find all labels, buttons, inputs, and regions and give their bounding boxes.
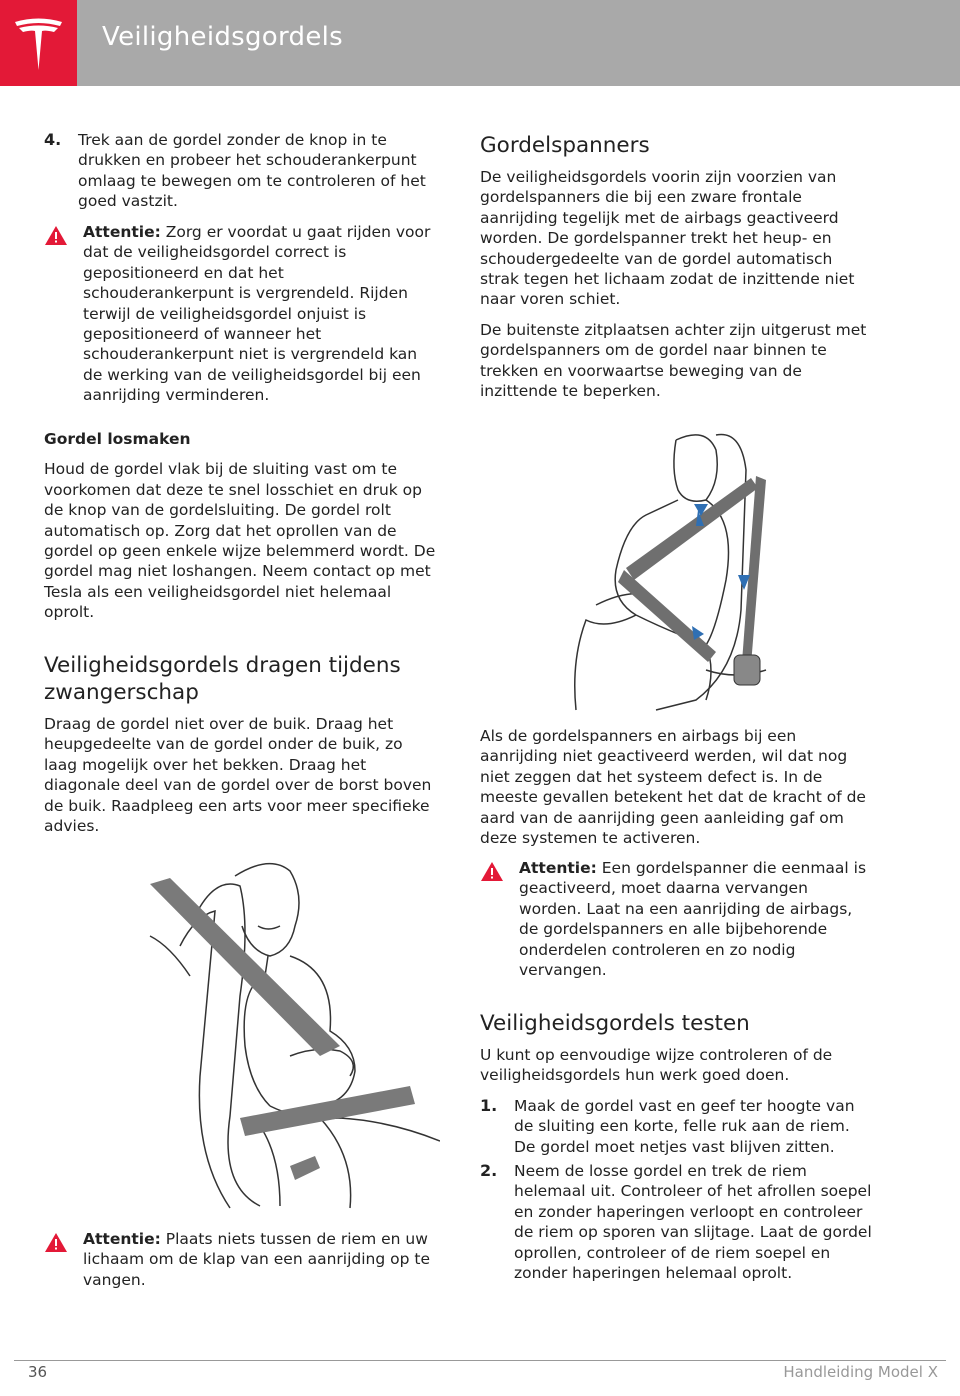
step-number: 2. <box>480 1161 498 1181</box>
note-text: Een gordelspanner die eenmaal is geactiveerd, moet daarna vervangen worden. Laat na een aanrijding de airbags, de gordelspanners en alle bijbehorende onderdelen controleren en zo nodig vervangen. <box>519 859 867 980</box>
pregnancy-section <box>44 652 438 836</box>
page-number: 36 <box>28 1363 48 1381</box>
pregnancy-text: Draag de gordel niet over de buik. Draag het heupgedeelte van de gordel onder de buik, zo laag mogelijk over het bekken. Draag het diagonale deel van de gordel over de borst boven de buik. Raadpleeg een arts voor meer specifieke advies. <box>44 715 432 836</box>
testing-step-2 <box>480 1161 874 1283</box>
step-number: 4. <box>44 130 62 149</box>
page-header <box>0 0 960 86</box>
warning-icon <box>44 225 68 246</box>
tesla-logo-icon <box>13 16 64 72</box>
warning-icon <box>44 1232 68 1253</box>
pretensioners-p3: Als de gordelspanners en airbags bij een aanrijding niet geactiveerd werden, wil dat nog niet zeggen dat het systeem defect is. In de meeste gevallen betekent het dat de kracht of de aard van de aanrijding geen aanleiding gaf om deze systemen te activeren. <box>480 727 866 848</box>
step-text: Neem de losse gordel en trek de riem helemaal uit. Controleer of het afrollen soepel en zonder haperingen verloopt en controleer de riem op sporen van slijtage. Laat de gordel oprollen, controleer of de riem soepel en zonder haperingen helemaal oprolt. <box>514 1162 872 1283</box>
testing-title: Veiligheidsgordels testen <box>480 1011 750 1036</box>
step-number: 1. <box>480 1095 498 1115</box>
note-label: Attentie: <box>519 859 597 877</box>
tesla-logo <box>0 0 77 86</box>
pretensioners-title: Gordelspanners <box>480 133 650 158</box>
pretensioners-p3-block <box>480 726 874 848</box>
release-text: Houd de gordel vlak bij de sluiting vast om te voorkomen dat deze te snel losschiet en druk op de knop van de gordelsluiting. De gordel rolt automatisch op. Zorg dat het oprollen van de gordel op geen enkele wijze belemmerd wordt. De gordel mag niet loshangen. Neem contact op met Tesla als een veiligheidsgordel niet helemaal oprolt. <box>44 460 436 622</box>
testing-intro: U kunt op eenvoudige wijze controleren of de veiligheidsgordels hun werk goed doen. <box>480 1046 833 1085</box>
warning-note-1 <box>44 222 438 406</box>
warning-note-3 <box>480 858 874 980</box>
pregnant-woman-seatbelt-illustration <box>140 856 440 1212</box>
testing-section <box>480 1010 874 1283</box>
note-text: Plaats niets tussen de riem en uw lichaam om de klap van een aanrijding op te vangen. <box>83 1230 430 1289</box>
page-title: Veiligheidsgordels <box>102 22 343 52</box>
release-section <box>44 429 438 623</box>
pretensioners-p2: De buitenste zitplaatsen achter zijn uitgerust met gordelspanners om de gordel naar binnen te trekken en voorwaartse beweging van de inzittende te beperken. <box>480 320 867 401</box>
pretensioner-seat-illustration <box>566 430 791 712</box>
warning-icon <box>480 861 504 882</box>
note-label: Attentie: <box>83 1230 161 1248</box>
warning-note-2 <box>44 1229 438 1290</box>
note-text: Zorg er voordat u gaat rijden voor dat de veiligheidsgordel correct is gepositioneerd en dat het schouderankerpunt is vergrendeld. Rijden terwijl de veiligheidsgordel onjuist is gepositioneerd of wanneer het schouderankerpunt niet is vergrendeld kan de werking van de veiligheidsgordel bij een aanrijding verminderen. <box>83 223 431 405</box>
pretensioners-section <box>480 132 874 401</box>
testing-step-1 <box>480 1096 874 1157</box>
note-label: Attentie: <box>83 223 161 241</box>
footer-divider <box>14 1360 946 1361</box>
step-text: Trek aan de gordel zonder de knop in te drukken en probeer het schouderankerpunt omlaag te bewegen om te controleren of het goed vastzit. <box>78 131 426 211</box>
step-4 <box>44 130 438 212</box>
step-text: Maak de gordel vast en geef ter hoogte van de sluiting een korte, felle ruk aan de riem. De gordel moet netjes vast blijven zitten. <box>514 1096 855 1156</box>
pregnancy-title: Veiligheidsgordels dragen tijdens zwangerschap <box>44 653 401 705</box>
footer-manual-title: Handleiding Model X <box>783 1363 938 1381</box>
pretensioners-p1: De veiligheidsgordels voorin zijn voorzien van gordelspanners die bij een zware frontale aanrijding tegelijk met de airbags geactiveerd worden. De gordelspanner trekt het heup- en schoudergedeelte van de gordel automatisch strak tegen het lichaam zodat de inzittende niet naar voren schiet. <box>480 168 855 309</box>
release-title: Gordel losmaken <box>44 430 191 448</box>
